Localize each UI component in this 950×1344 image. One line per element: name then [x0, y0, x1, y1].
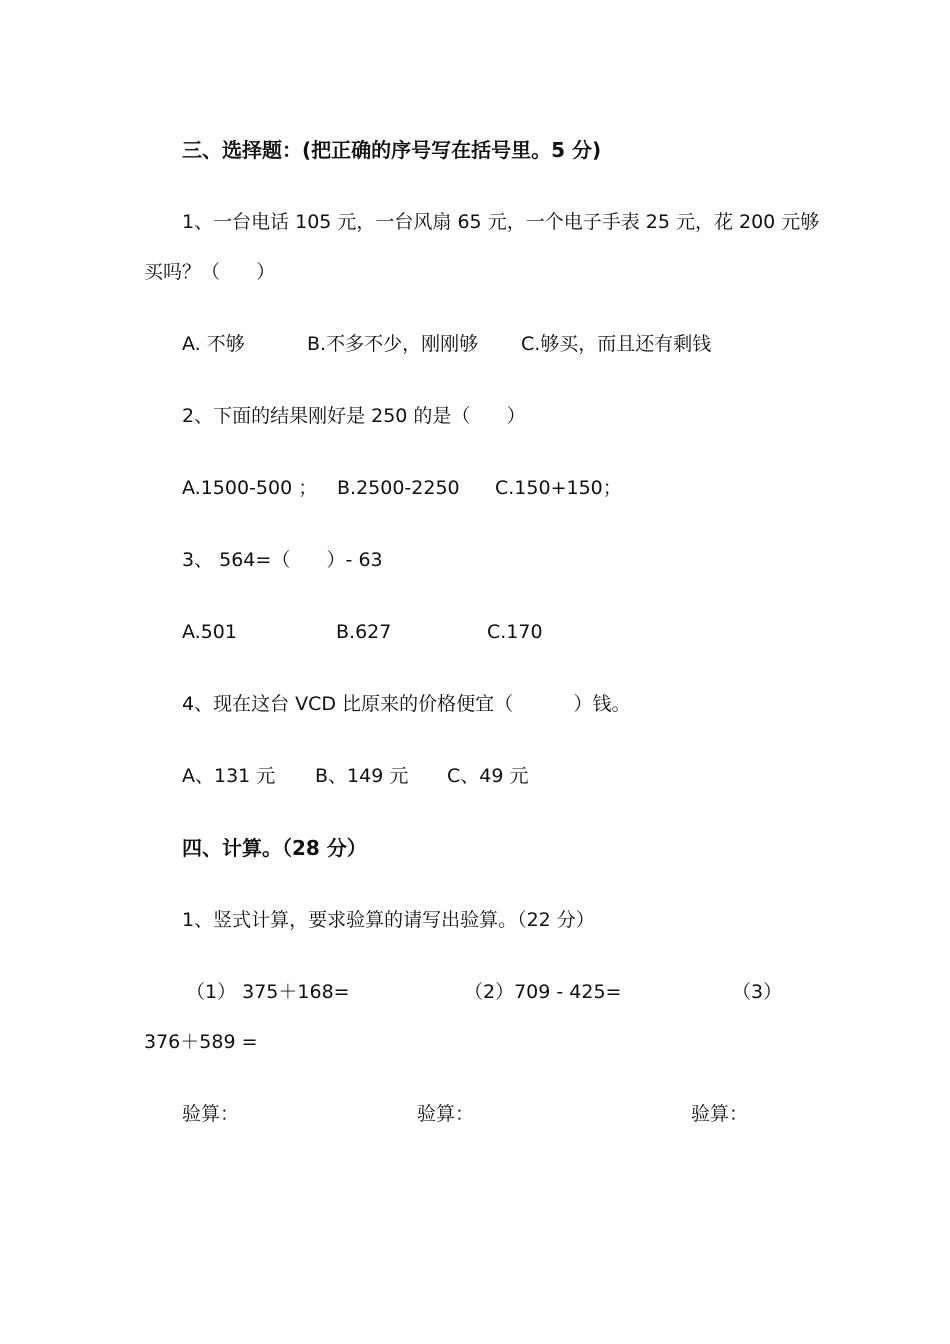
section-3-title: 三、选择题：(把正确的序号写在括号里。5 分)	[182, 138, 602, 162]
question-4-text: 4、现在这台 VCD 比原来的价格便宜（ ）钱。	[182, 693, 631, 715]
calc-item-1: （1） 375＋168=	[186, 981, 350, 1003]
question-1-option-b: B.不多不少，刚刚够	[307, 333, 479, 355]
question-4-option-c: C、49 元	[447, 765, 529, 787]
question-2-text: 2、下面的结果刚好是 250 的是（ ）	[182, 405, 526, 427]
question-2-option-a: A.1500-500 ；	[182, 477, 318, 499]
question-3-option-a: A.501	[182, 621, 237, 643]
question-2-option-c: C.150+150；	[495, 477, 622, 499]
calc-item-3: （3）	[732, 981, 783, 1003]
check-label-2: 验算：	[417, 1103, 475, 1125]
calc-item-3-continuation: 376＋589 =	[144, 1031, 258, 1053]
question-3-text: 3、 564=（ ）- 63	[182, 549, 383, 571]
question-4-option-b: B、149 元	[315, 765, 409, 787]
check-label-3: 验算：	[691, 1103, 749, 1125]
check-label-1: 验算：	[182, 1103, 240, 1125]
question-1-option-a: A. 不够	[182, 333, 245, 355]
section-4-title: 四、计算。（28 分）	[182, 836, 367, 860]
question-1-line-2: 买吗？（ ）	[144, 261, 276, 283]
calc-question-1-text: 1、竖式计算，要求验算的请写出验算。（22 分）	[182, 909, 595, 931]
calc-item-2: （2）709 - 425=	[464, 981, 622, 1003]
question-3-option-b: B.627	[336, 621, 392, 643]
question-1-option-c: C.够买，而且还有剩钱	[521, 333, 712, 355]
question-1-line-1: 1、一台电话 105 元，一台风扇 65 元，一个电子手表 25 元，花 200 元够	[182, 211, 820, 233]
question-4-option-a: A、131 元	[182, 765, 276, 787]
question-3-option-c: C.170	[487, 621, 543, 643]
question-2-option-b: B.2500-2250	[337, 477, 460, 499]
